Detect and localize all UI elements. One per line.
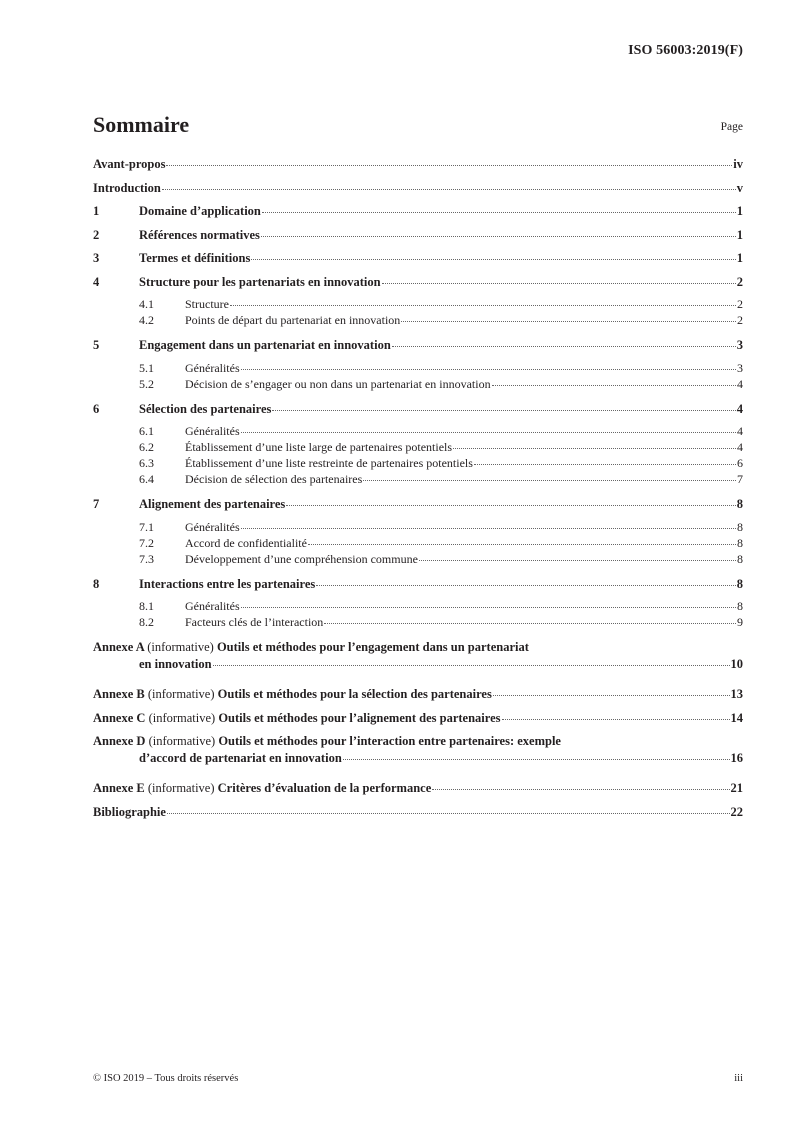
document-id-header: ISO 56003:2019(F) bbox=[628, 43, 743, 58]
annex-heading-line bbox=[93, 733, 743, 750]
annex-title: Critères d’évaluation de la performance bbox=[217, 781, 432, 795]
toc-entry-section[interactable] bbox=[93, 203, 743, 227]
toc-entry-subsection[interactable] bbox=[93, 615, 743, 639]
dot-leader bbox=[419, 560, 736, 561]
entry-number: 8.2 bbox=[139, 615, 154, 629]
annex-title: Outils et méthodes pour l’interaction entre partenaires: exemple bbox=[218, 734, 561, 748]
entry-number: 7.1 bbox=[139, 519, 154, 534]
entry-page: 3 bbox=[737, 360, 743, 375]
entry-page: 13 bbox=[730, 687, 743, 701]
entry-page: 16 bbox=[730, 751, 743, 765]
toc-entry-front[interactable] bbox=[93, 180, 743, 204]
dot-leader bbox=[363, 480, 736, 481]
entry-page: 22 bbox=[730, 804, 743, 819]
entry-title: Établissement d’une liste restreinte de partenaires potentiels bbox=[185, 456, 473, 470]
entry-page: 1 bbox=[736, 251, 743, 265]
entry-page: iv bbox=[733, 157, 743, 171]
entry-number: 6.4 bbox=[139, 472, 154, 486]
entry-title: Généralités bbox=[185, 519, 240, 534]
annex-kind: (informative) bbox=[147, 687, 215, 701]
annex-label: Annexe D bbox=[93, 734, 146, 748]
entry-number: 6.3 bbox=[139, 456, 154, 470]
annex-title-cont: en innovation bbox=[139, 657, 212, 671]
annex-heading-continuation bbox=[93, 656, 743, 673]
dot-leader bbox=[324, 623, 736, 624]
dot-leader bbox=[241, 369, 736, 370]
toc-entry-subsection[interactable] bbox=[93, 552, 743, 576]
entry-page: 21 bbox=[730, 781, 743, 795]
entry-number: 5 bbox=[93, 338, 100, 352]
toc-title-row bbox=[93, 112, 743, 142]
dot-leader bbox=[308, 544, 736, 545]
entry-title: Références normatives bbox=[139, 227, 260, 242]
copyright-notice: © ISO 2019 – Tous droits réservés bbox=[93, 1073, 239, 1084]
entry-number: 2 bbox=[93, 227, 100, 242]
dot-leader bbox=[272, 410, 735, 411]
entry-page: 1 bbox=[736, 204, 743, 218]
dot-leader bbox=[230, 305, 736, 306]
toc-entry-subsection[interactable] bbox=[93, 472, 743, 496]
toc-entry-section[interactable] bbox=[93, 576, 743, 600]
entry-title: Établissement d’une liste large de partenaires potentiels bbox=[185, 440, 453, 454]
toc-entry-annex[interactable] bbox=[93, 780, 743, 804]
entry-page: 8 bbox=[737, 551, 743, 566]
entry-title: Développement d’une compréhension commune bbox=[185, 551, 418, 566]
entry-number: 8 bbox=[93, 576, 100, 591]
toc-entry-section[interactable] bbox=[93, 250, 743, 274]
annex-heading-continuation bbox=[93, 750, 743, 767]
toc-entry-front[interactable] bbox=[93, 156, 743, 180]
dot-leader bbox=[382, 283, 736, 284]
entry-number: 4.1 bbox=[139, 297, 154, 311]
toc-entry-section[interactable] bbox=[93, 337, 743, 361]
toc-entry-subsection[interactable] bbox=[93, 599, 743, 615]
dot-leader bbox=[474, 464, 736, 465]
page-column-label: Page bbox=[720, 121, 743, 133]
toc-entry-section[interactable] bbox=[93, 496, 743, 520]
entry-number: 4 bbox=[93, 274, 100, 289]
entry-number: 1 bbox=[93, 204, 100, 218]
entry-page: 4 bbox=[736, 401, 743, 416]
toc-entry-subsection[interactable] bbox=[93, 456, 743, 472]
entry-page: 4 bbox=[737, 424, 743, 438]
entry-page: 8 bbox=[737, 519, 743, 534]
entry-title: Généralités bbox=[185, 424, 240, 438]
entry-title: Points de départ du partenariat en innovation bbox=[185, 313, 401, 327]
entry-page: 8 bbox=[736, 576, 743, 591]
dot-leader bbox=[432, 789, 729, 790]
toc-entry-subsection[interactable] bbox=[93, 297, 743, 313]
entry-title: Interactions entre les partenaires bbox=[139, 576, 316, 591]
annex-heading bbox=[93, 686, 492, 703]
annex-label: Annexe E bbox=[93, 781, 145, 795]
annex-kind: (informative) bbox=[147, 640, 214, 654]
dot-leader bbox=[401, 321, 736, 322]
toc-entry-annex[interactable] bbox=[93, 733, 743, 780]
toc-entry-annex[interactable] bbox=[93, 686, 743, 710]
entry-title: Sélection des partenaires bbox=[139, 401, 272, 416]
entry-page: 4 bbox=[737, 376, 743, 391]
toc-entry-back[interactable] bbox=[93, 804, 743, 828]
entry-page: 2 bbox=[737, 297, 743, 311]
entry-page: 2 bbox=[737, 313, 743, 327]
entry-title: Accord de confidentialité bbox=[185, 535, 307, 550]
dot-leader bbox=[316, 585, 736, 586]
toc-entry-annex[interactable] bbox=[93, 639, 743, 686]
dot-leader bbox=[167, 813, 730, 814]
dot-leader bbox=[162, 189, 736, 190]
toc-entry-subsection[interactable] bbox=[93, 377, 743, 401]
annex-label: Annexe A bbox=[93, 640, 145, 654]
entry-page: v bbox=[736, 180, 743, 195]
entry-page: 7 bbox=[737, 472, 743, 486]
entry-title: Facteurs clés de l’interaction bbox=[185, 615, 324, 629]
entry-title: Avant-propos bbox=[93, 157, 166, 171]
entry-page: 1 bbox=[736, 227, 743, 242]
entry-title: Alignement des partenaires bbox=[139, 497, 286, 511]
page-title: Sommaire bbox=[93, 112, 190, 137]
entry-title: Généralités bbox=[185, 360, 240, 375]
entry-title: Domaine d’application bbox=[139, 204, 261, 218]
entry-number: 6 bbox=[93, 401, 100, 416]
dot-leader bbox=[241, 528, 736, 529]
entry-number: 6.2 bbox=[139, 440, 154, 454]
annex-title-cont: d’accord de partenariat en innovation bbox=[139, 751, 342, 765]
annex-kind: (informative) bbox=[148, 710, 216, 725]
annex-label: Annexe B bbox=[93, 687, 145, 701]
entry-page: 14 bbox=[730, 710, 743, 725]
dot-leader bbox=[241, 607, 736, 608]
annex-kind: (informative) bbox=[148, 734, 216, 748]
dot-leader bbox=[262, 212, 736, 213]
entry-number: 5.2 bbox=[139, 376, 154, 391]
dot-leader bbox=[286, 505, 735, 506]
entry-page: 8 bbox=[736, 497, 743, 511]
entry-page: 4 bbox=[737, 440, 743, 454]
entry-page: 8 bbox=[737, 535, 743, 550]
dot-leader bbox=[392, 346, 736, 347]
annex-heading bbox=[93, 780, 431, 797]
entry-page: 10 bbox=[730, 657, 743, 671]
entry-page: 2 bbox=[736, 274, 743, 289]
dot-leader bbox=[453, 448, 736, 449]
entry-title: Engagement dans un partenariat en innovation bbox=[139, 338, 391, 352]
annex-title: Outils et méthodes pour l’engagement dans un partenariat bbox=[216, 640, 529, 654]
entry-page: 8 bbox=[737, 599, 743, 613]
entry-title: Décision de s’engager ou non dans un partenariat en innovation bbox=[185, 376, 491, 391]
annex-heading bbox=[93, 710, 501, 727]
toc-entry-subsection[interactable] bbox=[93, 520, 743, 536]
annex-heading-line bbox=[93, 639, 743, 656]
dot-leader bbox=[343, 759, 730, 760]
dot-leader bbox=[166, 165, 732, 166]
dot-leader bbox=[502, 719, 730, 720]
entry-number: 8.1 bbox=[139, 599, 154, 613]
annex-kind: (informative) bbox=[147, 781, 215, 795]
dot-leader bbox=[213, 665, 730, 666]
entry-number: 7 bbox=[93, 497, 100, 511]
entry-page: 9 bbox=[737, 615, 743, 629]
toc-entry-section[interactable] bbox=[93, 274, 743, 298]
toc-entry-subsection[interactable] bbox=[93, 361, 743, 377]
entry-title: Introduction bbox=[93, 180, 161, 195]
dot-leader bbox=[241, 432, 736, 433]
entry-number: 4.2 bbox=[139, 313, 154, 327]
toc-entry-subsection[interactable] bbox=[93, 440, 743, 456]
dot-leader bbox=[492, 385, 736, 386]
toc-entry-section[interactable] bbox=[93, 227, 743, 251]
entry-title: Généralités bbox=[185, 599, 240, 613]
toc-entry-annex[interactable] bbox=[93, 710, 743, 734]
table-of-contents bbox=[93, 156, 743, 827]
dot-leader bbox=[493, 695, 730, 696]
toc-entry-subsection[interactable] bbox=[93, 536, 743, 552]
entry-page: 3 bbox=[736, 338, 743, 352]
entry-number: 7.3 bbox=[139, 551, 154, 566]
entry-title: Structure pour les partenariats en innovation bbox=[139, 274, 381, 289]
page-number: iii bbox=[734, 1073, 743, 1084]
entry-number: 7.2 bbox=[139, 535, 154, 550]
entry-title: Termes et définitions bbox=[139, 251, 251, 265]
dot-leader bbox=[261, 236, 736, 237]
entry-number: 5.1 bbox=[139, 360, 154, 375]
annex-title: Outils et méthodes pour l’alignement des partenaires bbox=[218, 710, 501, 725]
annex-label: Annexe C bbox=[93, 710, 146, 725]
toc-entry-subsection[interactable] bbox=[93, 313, 743, 337]
entry-title: Structure bbox=[185, 297, 229, 311]
entry-number: 3 bbox=[93, 251, 100, 265]
entry-title: Bibliographie bbox=[93, 804, 166, 819]
toc-entry-subsection[interactable] bbox=[93, 424, 743, 440]
entry-title: Décision de sélection des partenaires bbox=[185, 472, 363, 486]
annex-title: Outils et méthodes pour la sélection des partenaires bbox=[217, 687, 492, 701]
entry-number: 6.1 bbox=[139, 424, 154, 438]
entry-page: 6 bbox=[737, 456, 743, 470]
dot-leader bbox=[251, 259, 735, 260]
toc-entry-section[interactable] bbox=[93, 401, 743, 425]
